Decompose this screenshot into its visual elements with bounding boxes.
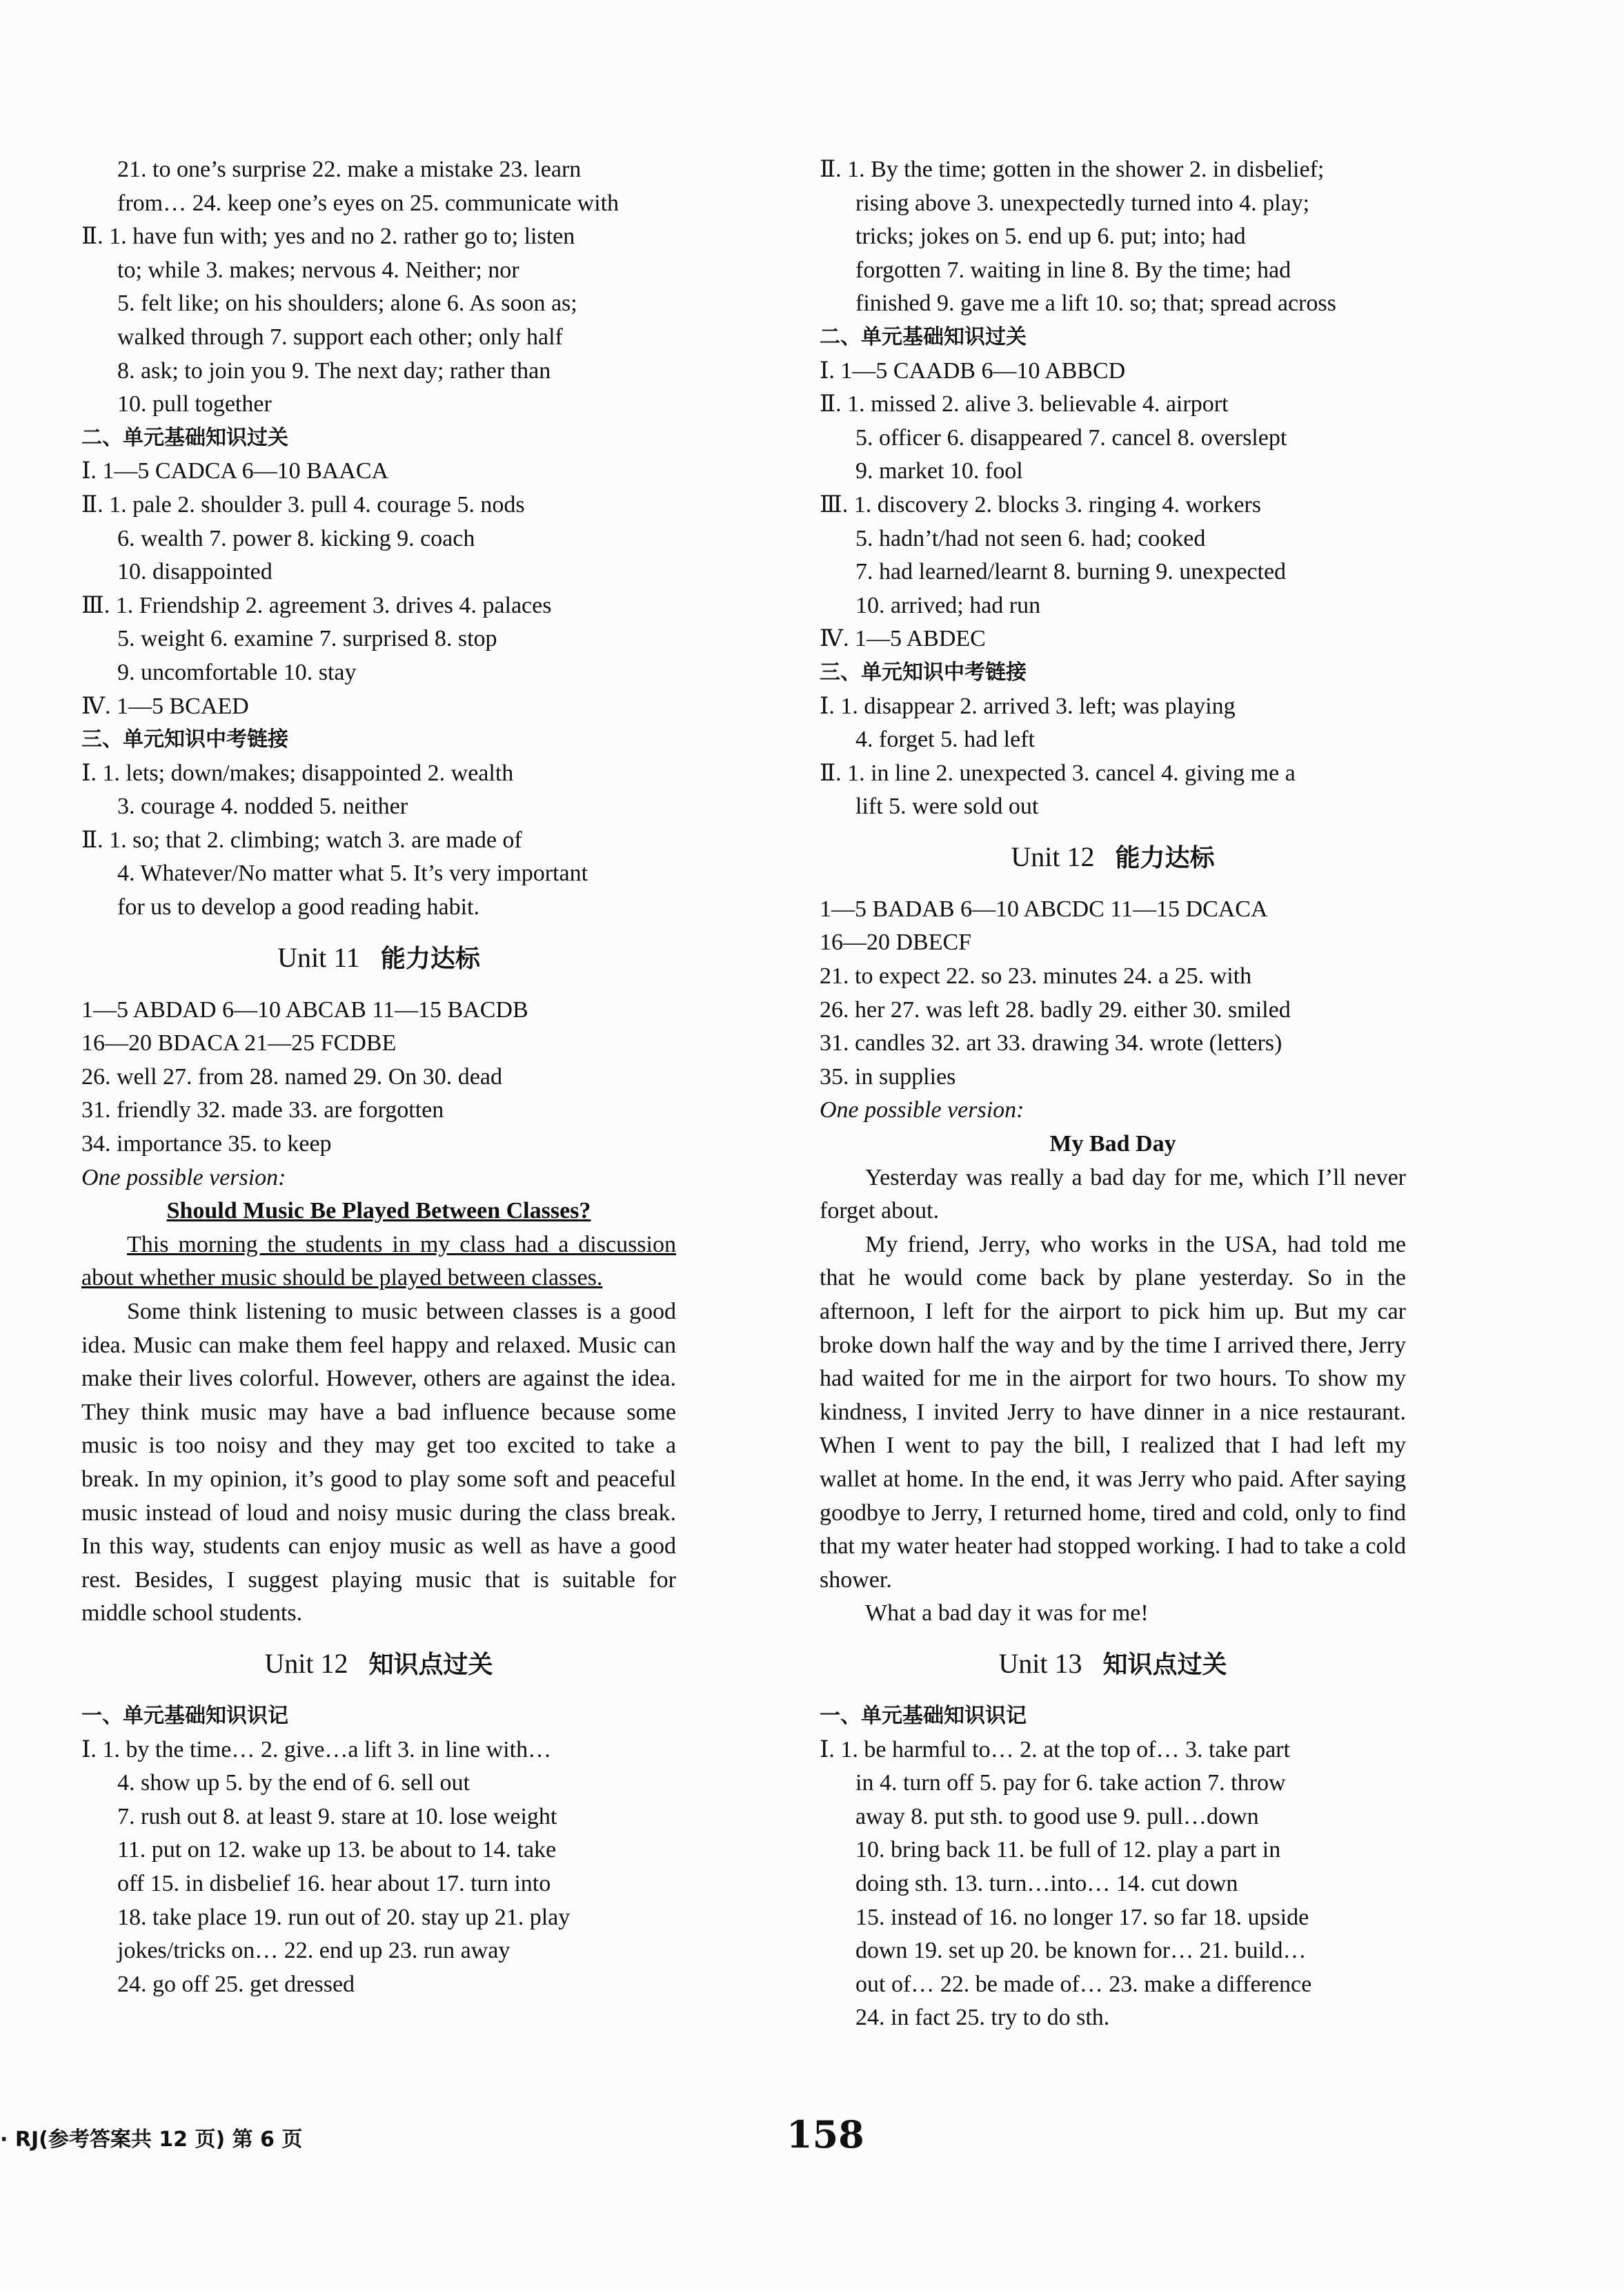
answer-line: 10. pull together [117, 391, 272, 417]
answer-line: 5. felt like; on his shoulders; alone 6. As soon as; [117, 291, 577, 317]
answer-line: Ⅳ. 1—5 BCAED [81, 693, 249, 719]
unit-subtitle: 知识点过关 [1102, 1650, 1227, 1679]
section-heading: 二、单元基础知识过关 [81, 425, 288, 450]
answer-line: to; while 3. makes; nervous 4. Neither; nor [117, 257, 519, 283]
answer-line: Ⅰ. 1. lets; down/makes; disappointed 2. wealth [81, 760, 514, 786]
sample-essay [81, 1195, 676, 1631]
answer-line: Ⅱ. 1. have fun with; yes and no 2. rather go to; listen [81, 224, 575, 250]
answer-line: 31. friendly 32. made 33. are forgotten [81, 1097, 444, 1123]
answer-line: 7. had learned/learnt 8. burning 9. unexpected [855, 559, 1287, 585]
sample-essay [820, 1128, 1406, 1631]
unit-subtitle: 能力达标 [380, 944, 480, 973]
answer-line: 10. bring back 11. be full of 12. play a part in [855, 1837, 1281, 1863]
answer-line: 35. in supplies [820, 1063, 956, 1090]
answer-line: 21. to expect 22. so 23. minutes 24. a 25. with [820, 963, 1252, 990]
answer-line: 10. disappointed [117, 559, 273, 585]
answer-line: 16—20 DBECF [820, 930, 972, 956]
unit-heading [81, 939, 676, 979]
version-label: One possible version: [820, 1097, 1024, 1123]
answer-key-code: · RJ(参考答案共 12 页) 第 6 页 [0, 2128, 303, 2152]
answer-line: in 4. turn off 5. pay for 6. take action 7. throw [855, 1770, 1286, 1796]
answer-line: 4. Whatever/No matter what 5. It’s very important [117, 861, 588, 887]
answer-line: doing sth. 13. turn…into… 14. cut down [855, 1870, 1238, 1896]
answer-line: Ⅰ. 1—5 CADCA 6—10 BAACA [81, 458, 389, 484]
answer-line: Ⅱ. 1. in line 2. unexpected 3. cancel 4. giving me a [820, 760, 1296, 786]
answer-line: walked through 7. support each other; only half [117, 324, 563, 350]
answer-line: 11. put on 12. wake up 13. be about to 14. take [117, 1837, 557, 1863]
answer-line: 9. uncomfortable 10. stay [117, 659, 357, 685]
page-number: 158 [786, 2112, 864, 2157]
essay-paragraph: Yesterday was really a bad day for me, which I’ll never forget about. [820, 1164, 1406, 1224]
left-column [81, 153, 676, 2001]
answer-line: from… 24. keep one’s eyes on 25. communicate with [117, 190, 620, 216]
answer-line: 26. well 27. from 28. named 29. On 30. dead [81, 1063, 502, 1090]
answer-line: 3. courage 4. nodded 5. neither [117, 794, 408, 820]
answer-line: 24. in fact 25. try to do sth. [855, 2005, 1110, 2031]
answer-line: 34. importance 35. to keep [81, 1131, 332, 1157]
answer-line: 4. show up 5. by the end of 6. sell out [117, 1770, 470, 1796]
answer-line: Ⅲ. 1. discovery 2. blocks 3. ringing 4. workers [820, 491, 1261, 518]
answer-line: finished 9. gave me a lift 10. so; that; spread across [855, 291, 1336, 317]
essay-paragraph: What a bad day it was for me! [865, 1600, 1149, 1627]
answer-line: 24. go off 25. get dressed [117, 1971, 355, 1997]
essay-title: Should Music Be Played Between Classes? [166, 1198, 591, 1224]
unit-subtitle: 能力达标 [1115, 843, 1215, 872]
unit-heading [81, 1644, 676, 1684]
essay-title: My Bad Day [1049, 1131, 1176, 1157]
answer-line: Ⅱ. 1. so; that 2. climbing; watch 3. are made of [81, 827, 522, 853]
answer-line: 5. weight 6. examine 7. surprised 8. stop [117, 626, 497, 652]
unit-title: Unit 12 [264, 1647, 348, 1679]
answer-line: for us to develop a good reading habit. [117, 894, 479, 921]
version-label: One possible version: [81, 1164, 286, 1190]
section-heading: 一、单元基础知识识记 [81, 1703, 288, 1728]
unit-heading [820, 1644, 1406, 1684]
answer-line: 18. take place 19. run out of 20. stay up 21. play [117, 1904, 571, 1930]
answer-line: 4. forget 5. had left [855, 727, 1035, 753]
unit-subtitle: 知识点过关 [368, 1650, 493, 1679]
essay-paragraph: Some think listening to music between classes is a good idea. Music can make them feel happy and relaxed. Music can make their lives colorful. However, others are against the idea. They think music may have a bad influence because some music is too noisy and they may get too excited to take a break. In my opinion, it’s good to play some soft and peaceful music instead of loud and noisy music during the class break. In this way, students can enjoy music as well as have a good rest. Besides, I suggest playing music that is suitable for middle school students. [81, 1299, 676, 1627]
answer-line: 1—5 BADAB 6—10 ABCDC 11—15 DCACA [820, 896, 1268, 922]
page-footer [0, 2112, 1624, 2170]
section-heading: 三、单元知识中考链接 [81, 727, 288, 752]
essay-paragraph: This morning the students in my class had a discussion about whether music should be played between classes. [81, 1231, 676, 1291]
answer-line: 6. wealth 7. power 8. kicking 9. coach [117, 525, 475, 551]
answer-line: Ⅰ. 1. by the time… 2. give…a lift 3. in line with… [81, 1736, 552, 1762]
answer-line: 26. her 27. was left 28. badly 29. either 30. smiled [820, 996, 1291, 1023]
answer-line: Ⅱ. 1. By the time; gotten in the shower 2. in disbelief; [820, 157, 1325, 182]
answer-line: 8. ask; to join you 9. The next day; rather than [117, 357, 551, 384]
unit-heading [820, 838, 1406, 878]
section-heading: 三、单元知识中考链接 [820, 660, 1027, 685]
answer-line: away 8. put sth. to good use 9. pull…down [855, 1803, 1259, 1829]
answer-line: 7. rush out 8. at least 9. stare at 10. lose weight [117, 1803, 557, 1829]
right-column [820, 153, 1406, 2035]
answer-line: 10. arrived; had run [855, 592, 1041, 618]
answer-line: jokes/tricks on… 22. end up 23. run away [117, 1938, 511, 1964]
answer-line: Ⅲ. 1. Friendship 2. agreement 3. drives 4. palaces [81, 592, 552, 618]
answer-line: 1—5 ABDAD 6—10 ABCAB 11—15 BACDB [81, 996, 528, 1023]
answer-line: 15. instead of 16. no longer 17. so far 18. upside [855, 1904, 1309, 1930]
answer-line: 31. candles 32. art 33. drawing 34. wrote (letters) [820, 1030, 1283, 1057]
answer-line: Ⅰ. 1—5 CAADB 6—10 ABBCD [820, 357, 1126, 384]
unit-title: Unit 11 [277, 941, 360, 973]
answer-line: 16—20 BDACA 21—25 FCDBE [81, 1030, 397, 1057]
answer-line: lift 5. were sold out [855, 794, 1039, 820]
answer-line: Ⅰ. 1. disappear 2. arrived 3. left; was playing [820, 693, 1236, 719]
answer-line: Ⅰ. 1. be harmful to… 2. at the top of… 3. take part [820, 1736, 1290, 1762]
answer-line: down 19. set up 20. be known for… 21. build… [855, 1938, 1307, 1964]
answer-line: out of… 22. be made of… 23. make a difference [855, 1971, 1312, 1997]
answer-line: 9. market 10. fool [855, 458, 1023, 484]
answer-line: rising above 3. unexpectedly turned into 4. play; [855, 190, 1310, 216]
answer-line: Ⅱ. 1. missed 2. alive 3. believable 4. airport [820, 391, 1229, 417]
answer-line: 5. hadn’t/had not seen 6. had; cooked [855, 525, 1206, 551]
answer-line: forgotten 7. waiting in line 8. By the time; had [855, 257, 1291, 283]
answer-line: 5. officer 6. disappeared 7. cancel 8. overslept [855, 424, 1287, 451]
answer-line: 21. to one’s surprise 22. make a mistake 23. learn [117, 157, 582, 182]
section-heading: 一、单元基础知识识记 [820, 1703, 1027, 1728]
unit-title: Unit 12 [1011, 841, 1095, 872]
unit-title: Unit 13 [998, 1647, 1082, 1679]
essay-paragraph: My friend, Jerry, who works in the USA, had told me that he would come back by plane yesterday. So in the afternoon, I left for the airport to pick him up. But my car broke down half the way and by the time I arrived there, Jerry had waited for me in the airport for two hours. To show my kindness, I invited Jerry to have dinner in a nice restaurant. When I went to pay the bill, I realized that I had left my wallet at home. In the end, it was Jerry who paid. After saying goodbye to Jerry, I returned home, tired and cold, only to find that my water heater had stopped working. I had to take a cold shower. [820, 1231, 1406, 1593]
answer-line: tricks; jokes on 5. end up 6. put; into; had [855, 224, 1246, 250]
answer-line: off 15. in disbelief 16. hear about 17. turn into [117, 1870, 551, 1896]
section-heading: 二、单元基础知识过关 [820, 324, 1027, 349]
answer-line: Ⅳ. 1—5 ABDEC [820, 626, 986, 652]
answer-line: Ⅱ. 1. pale 2. shoulder 3. pull 4. courage 5. nods [81, 491, 525, 518]
